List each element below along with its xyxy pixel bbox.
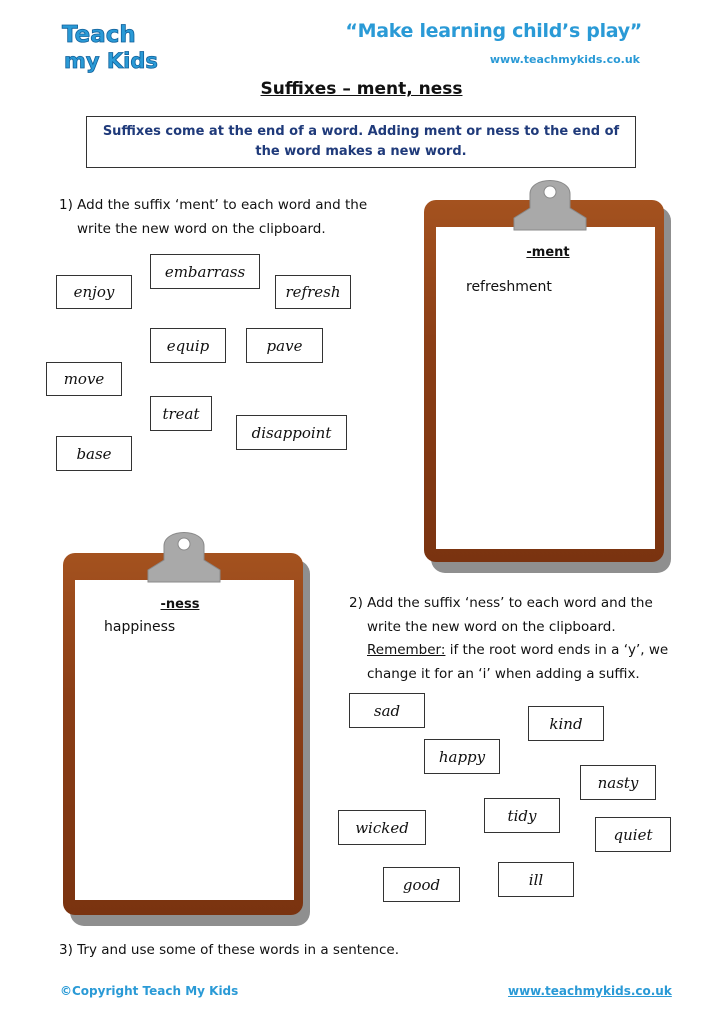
instruction-2-line1: 2) Add the suffix ‘ness’ to each word and the xyxy=(349,595,653,611)
word-card-refresh[interactable]: refresh xyxy=(275,275,351,309)
info-box xyxy=(86,116,636,168)
clipboard-ment-heading: -ment xyxy=(526,245,570,260)
word-card-wicked[interactable]: wicked xyxy=(338,810,426,845)
clipboard-ment-paper xyxy=(436,227,655,549)
word-card-nasty[interactable]: nasty xyxy=(580,765,656,800)
word-card-embarrass[interactable]: embarrass xyxy=(150,254,260,289)
word-card-pave[interactable]: pave xyxy=(246,328,323,363)
clipboard-ness-clip xyxy=(142,524,226,584)
logo-text-mykids: my Kids xyxy=(64,49,158,73)
header-website-link[interactable]: www.teachmykids.co.uk xyxy=(489,53,640,66)
info-text: Suffixes come at the end of a word. Adding ment or ness to the end of the word makes a new word. xyxy=(102,124,620,159)
instruction-1-line2: write the new word on the clipboard. xyxy=(77,220,326,237)
teach-my-kids-logo xyxy=(58,18,162,74)
page-title: Suffixes – ment, ness xyxy=(260,79,463,99)
word-card-quiet[interactable]: quiet xyxy=(595,817,671,852)
tagline: “Make learning child’s play” xyxy=(345,20,642,42)
instruction-1 xyxy=(59,194,389,241)
clipboard-ness-example: happiness xyxy=(104,619,176,635)
word-card-kind[interactable]: kind xyxy=(528,706,604,741)
instruction-3: 3) Try and use some of these words in a sentence. xyxy=(59,942,399,958)
instruction-2-line3 xyxy=(349,639,689,663)
word-card-good[interactable]: good xyxy=(383,867,460,902)
word-card-ill[interactable]: ill xyxy=(498,862,574,897)
clipboard-ment-example: refreshment xyxy=(466,279,552,295)
clipboard-ness-heading: -ness xyxy=(160,597,200,612)
instruction-2-line4: change it for an ‘i’ when adding a suffix. xyxy=(367,665,640,682)
word-card-happy[interactable]: happy xyxy=(424,739,500,774)
logo-text-teach: Teach xyxy=(62,22,136,48)
footer-copyright: ©Copyright Teach My Kids xyxy=(60,984,239,998)
word-card-enjoy[interactable]: enjoy xyxy=(56,275,132,309)
clipboard-ment-clip xyxy=(508,172,592,232)
remember-label: Remember: xyxy=(367,642,446,658)
word-card-move[interactable]: move xyxy=(46,362,122,396)
instruction-2 xyxy=(349,592,689,686)
instruction-1-line1: 1) Add the suffix ‘ment’ to each word and the xyxy=(59,197,368,213)
word-card-tidy[interactable]: tidy xyxy=(484,798,560,833)
word-card-treat[interactable]: treat xyxy=(150,396,212,431)
remember-text: if the root word ends in a ‘y’, we xyxy=(445,642,669,658)
word-card-sad[interactable]: sad xyxy=(349,693,425,728)
word-card-base[interactable]: base xyxy=(56,436,132,471)
word-card-equip[interactable]: equip xyxy=(150,328,226,363)
word-card-disappoint[interactable]: disappoint xyxy=(236,415,347,450)
instruction-2-line2: write the new word on the clipboard. xyxy=(367,618,616,635)
footer-website-link[interactable]: www.teachmykids.co.uk xyxy=(508,984,672,998)
